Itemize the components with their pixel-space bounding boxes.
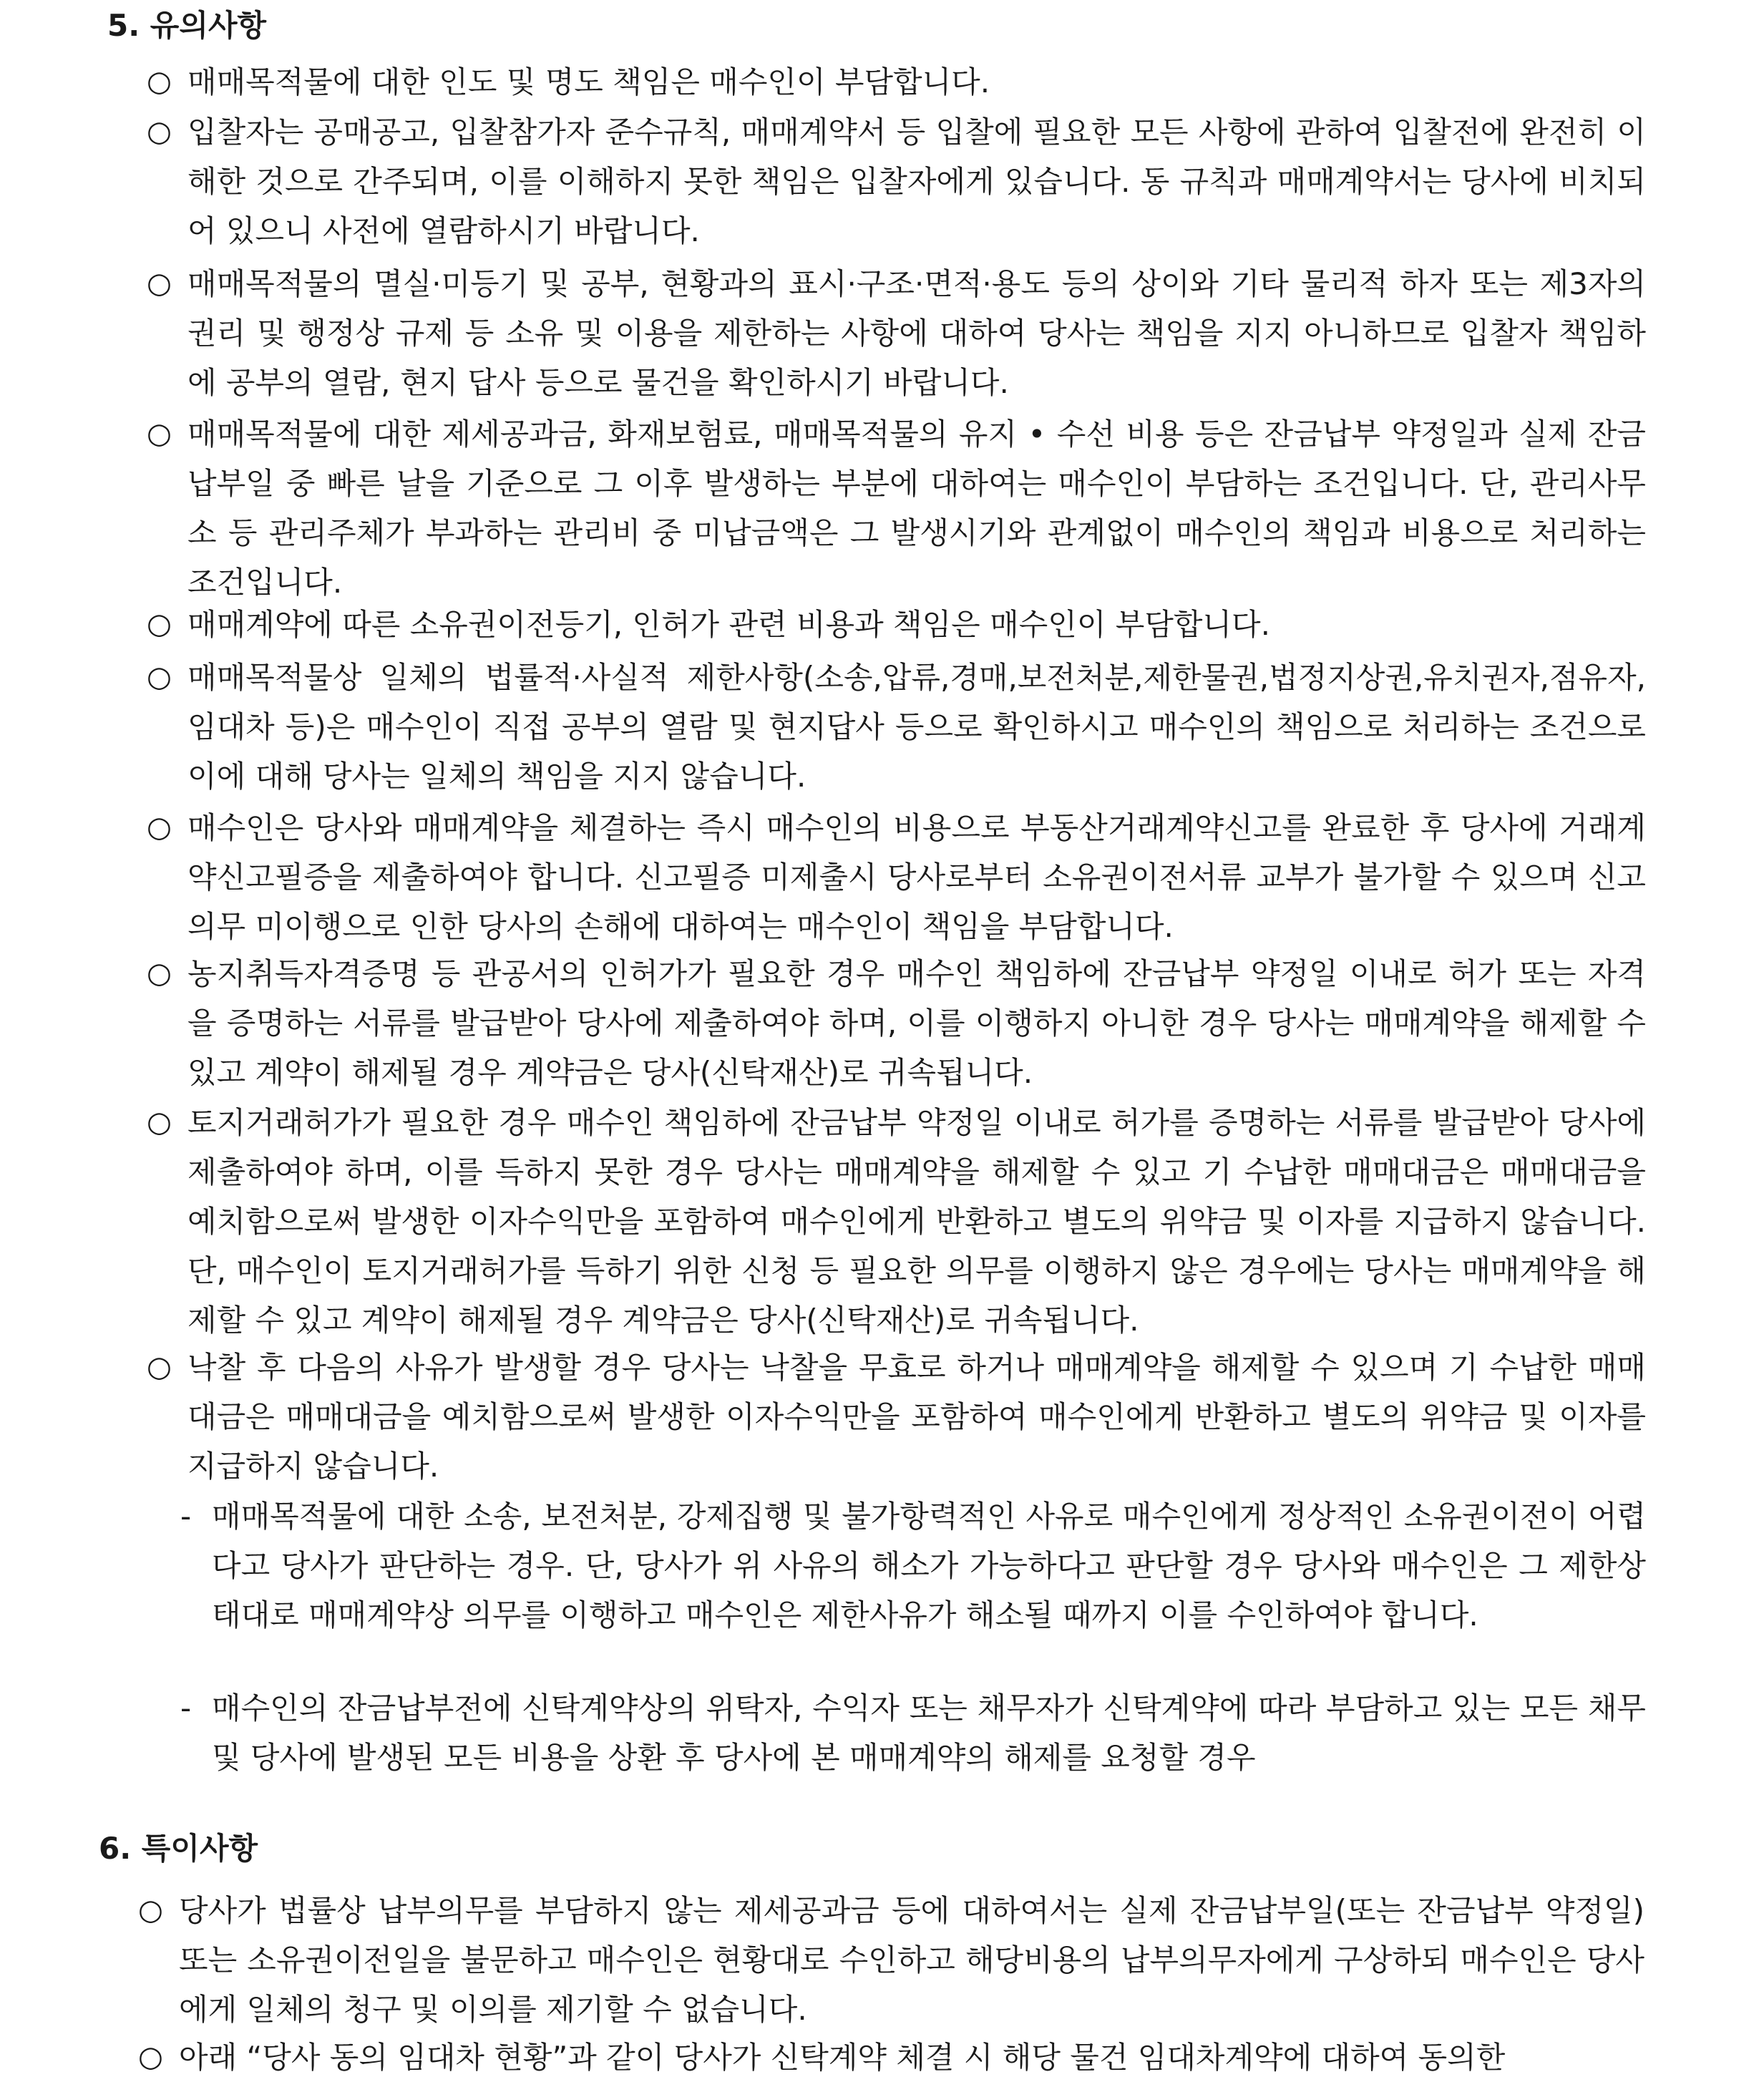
special-item-2: 아래 “당사 동의 임대차 현황”과 같이 당사가 신탁계약 체결 시 해당 물건 임대차계약에 대하여 동의한	[179, 2040, 1506, 2075]
notice-subitem-2: 매수인의 잔금납부전에 신탁계약상의 위탁자, 수익자 또는 채무자가 신탁계약에 따라 부담하고 있는 모든 채무 및 당사에 발생된 모든 비용을 상환 후 당사에 본 매매계약의 해제를 요청할 경우	[212, 1691, 1646, 1775]
bullet-icon: ○	[147, 1106, 172, 1139]
notice-item-3: 매매목적물의 멸실·미등기 및 공부, 현황과의 표시·구조·면적·용도 등의 상이와 기타 물리적 하자 또는 제3자의 권리 및 행정상 규제 등 소유 및 이용을 제한하는 사항에 대하여 당사는 책임을 지지 아니하므로 입찰자 책임하에 공부의 열람, 현지 답사 등으로 물건을 확인하시기 바랍니다.	[187, 266, 1646, 400]
notice-item-10: 낙찰 후 다음의 사유가 발생할 경우 당사는 낙찰을 무효로 하거나 매매계약을 해제할 수 있으며 기 수납한 매매대금은 매매대금을 예치함으로써 발생한 이자수익만을 포함하여 매수인에게 반환하고 별도의 위약금 및 이자를 지급하지 않습니다.	[187, 1350, 1646, 1484]
dash-marker: -	[180, 1691, 192, 1726]
bullet-icon: ○	[147, 608, 172, 641]
notice-item-6: 매매목적물상 일체의 법률적·사실적 제한사항(소송,압류,경매,보전처분,제한물권,법정지상권,유치권자,점유자,임대차 등)은 매수인이 직접 공부의 열람 및 현지답사 등으로 확인하시고 매수인의 책임으로 처리하는 조건으로 이에 대해 당사는 일체의 책임을 지지 않습니다.	[187, 660, 1646, 794]
notice-item-4: 매매목적물에 대한 제세공과금, 화재보험료, 매매목적물의 유지 • 수선 비용 등은 잔금납부 약정일과 실제 잔금납부일 중 빠른 날을 기준으로 그 이후 발생하는 부분에 대하여는 매수인이 부담하는 조건입니다. 단, 관리사무소 등 관리주체가 부과하는 관리비 중 미납금액은 그 발생시기와 관계없이 매수인의 책임과 비용으로 처리하는 조건입니다.	[187, 417, 1646, 600]
section-6-title: 6. 특이사항	[99, 1831, 258, 1866]
notice-item-1: 매매목적물에 대한 인도 및 명도 책임은 매수인이 부담합니다.	[187, 64, 990, 99]
bullet-icon: ○	[147, 65, 172, 98]
bullet-icon: ○	[147, 661, 172, 694]
bullet-icon: ○	[147, 417, 172, 450]
dash-marker: -	[180, 1499, 192, 1534]
notice-item-9: 토지거래허가가 필요한 경우 매수인 책임하에 잔금납부 약정일 이내로 허가를 증명하는 서류를 발급받아 당사에 제출하여야 하며, 이를 득하지 못한 경우 당사는 매매계약을 해제할 수 있고 기 수납한 매매대금은 매매대금을 예치함으로써 발생한 이자수익만을 포함하여 매수인에게 반환하고 별도의 위약금 및 이자를 지급하지 않습니다. 단, 매수인이 토지거래허가를 득하기 위한 신청 등 필요한 의무를 이행하지 않은 경우에는 당사는 매매계약을 해제할 수 있고 계약이 해제될 경우 계약금은 당사(신탁재산)로 귀속됩니다.	[187, 1105, 1646, 1338]
notice-item-5: 매매계약에 따른 소유권이전등기, 인허가 관련 비용과 책임은 매수인이 부담합니다.	[187, 607, 1270, 642]
bullet-icon: ○	[138, 2040, 163, 2073]
bullet-icon: ○	[147, 811, 172, 844]
bullet-icon: ○	[138, 1894, 163, 1927]
bullet-icon: ○	[147, 267, 172, 300]
special-item-1: 당사가 법률상 납부의무를 부담하지 않는 제세공과금 등에 대하여서는 실제 잔금납부일(또는 잔금납부 약정일) 또는 소유권이전일을 불문하고 매수인은 현황대로 수인하고 해당비용의 납부의무자에게 구상하되 매수인은 당사에게 일체의 청구 및 이의를 제기할 수 없습니다.	[179, 1893, 1644, 2027]
bullet-icon: ○	[147, 957, 172, 990]
notice-item-8: 농지취득자격증명 등 관공서의 인허가가 필요한 경우 매수인 책임하에 잔금납부 약정일 이내로 허가 또는 자격을 증명하는 서류를 발급받아 당사에 제출하여야 하며, 이를 이행하지 아니한 경우 당사는 매매계약을 해제할 수 있고 계약이 해제될 경우 계약금은 당사(신탁재산)로 귀속됩니다.	[187, 956, 1646, 1090]
bullet-icon: ○	[147, 1351, 172, 1383]
notice-item-2: 입찰자는 공매공고, 입찰참가자 준수규칙, 매매계약서 등 입찰에 필요한 모든 사항에 관하여 입찰전에 완전히 이해한 것으로 간주되며, 이를 이해하지 못한 책임은 입찰자에게 있습니다. 동 규칙과 매매계약서는 당사에 비치되어 있으니 사전에 열람하시기 바랍니다.	[187, 115, 1646, 248]
notice-item-7: 매수인은 당사와 매매계약을 체결하는 즉시 매수인의 비용으로 부동산거래계약신고를 완료한 후 당사에 거래계약신고필증을 제출하여야 합니다. 신고필증 미제출시 당사로부터 소유권이전서류 교부가 불가할 수 있으며 신고의무 미이행으로 인한 당사의 손해에 대하여는 매수인이 책임을 부담합니다.	[187, 810, 1646, 944]
bullet-icon: ○	[147, 115, 172, 148]
notice-subitem-1: 매매목적물에 대한 소송, 보전처분, 강제집행 및 불가항력적인 사유로 매수인에게 정상적인 소유권이전이 어렵다고 당사가 판단하는 경우. 단, 당사가 위 사유의 해소가 가능하다고 판단할 경우 당사와 매수인은 그 제한상태대로 매매계약상 의무를 이행하고 매수인은 제한사유가 해소될 때까지 이를 수인하여야 합니다.	[212, 1499, 1646, 1633]
section-5-title: 5. 유의사항	[107, 8, 267, 43]
